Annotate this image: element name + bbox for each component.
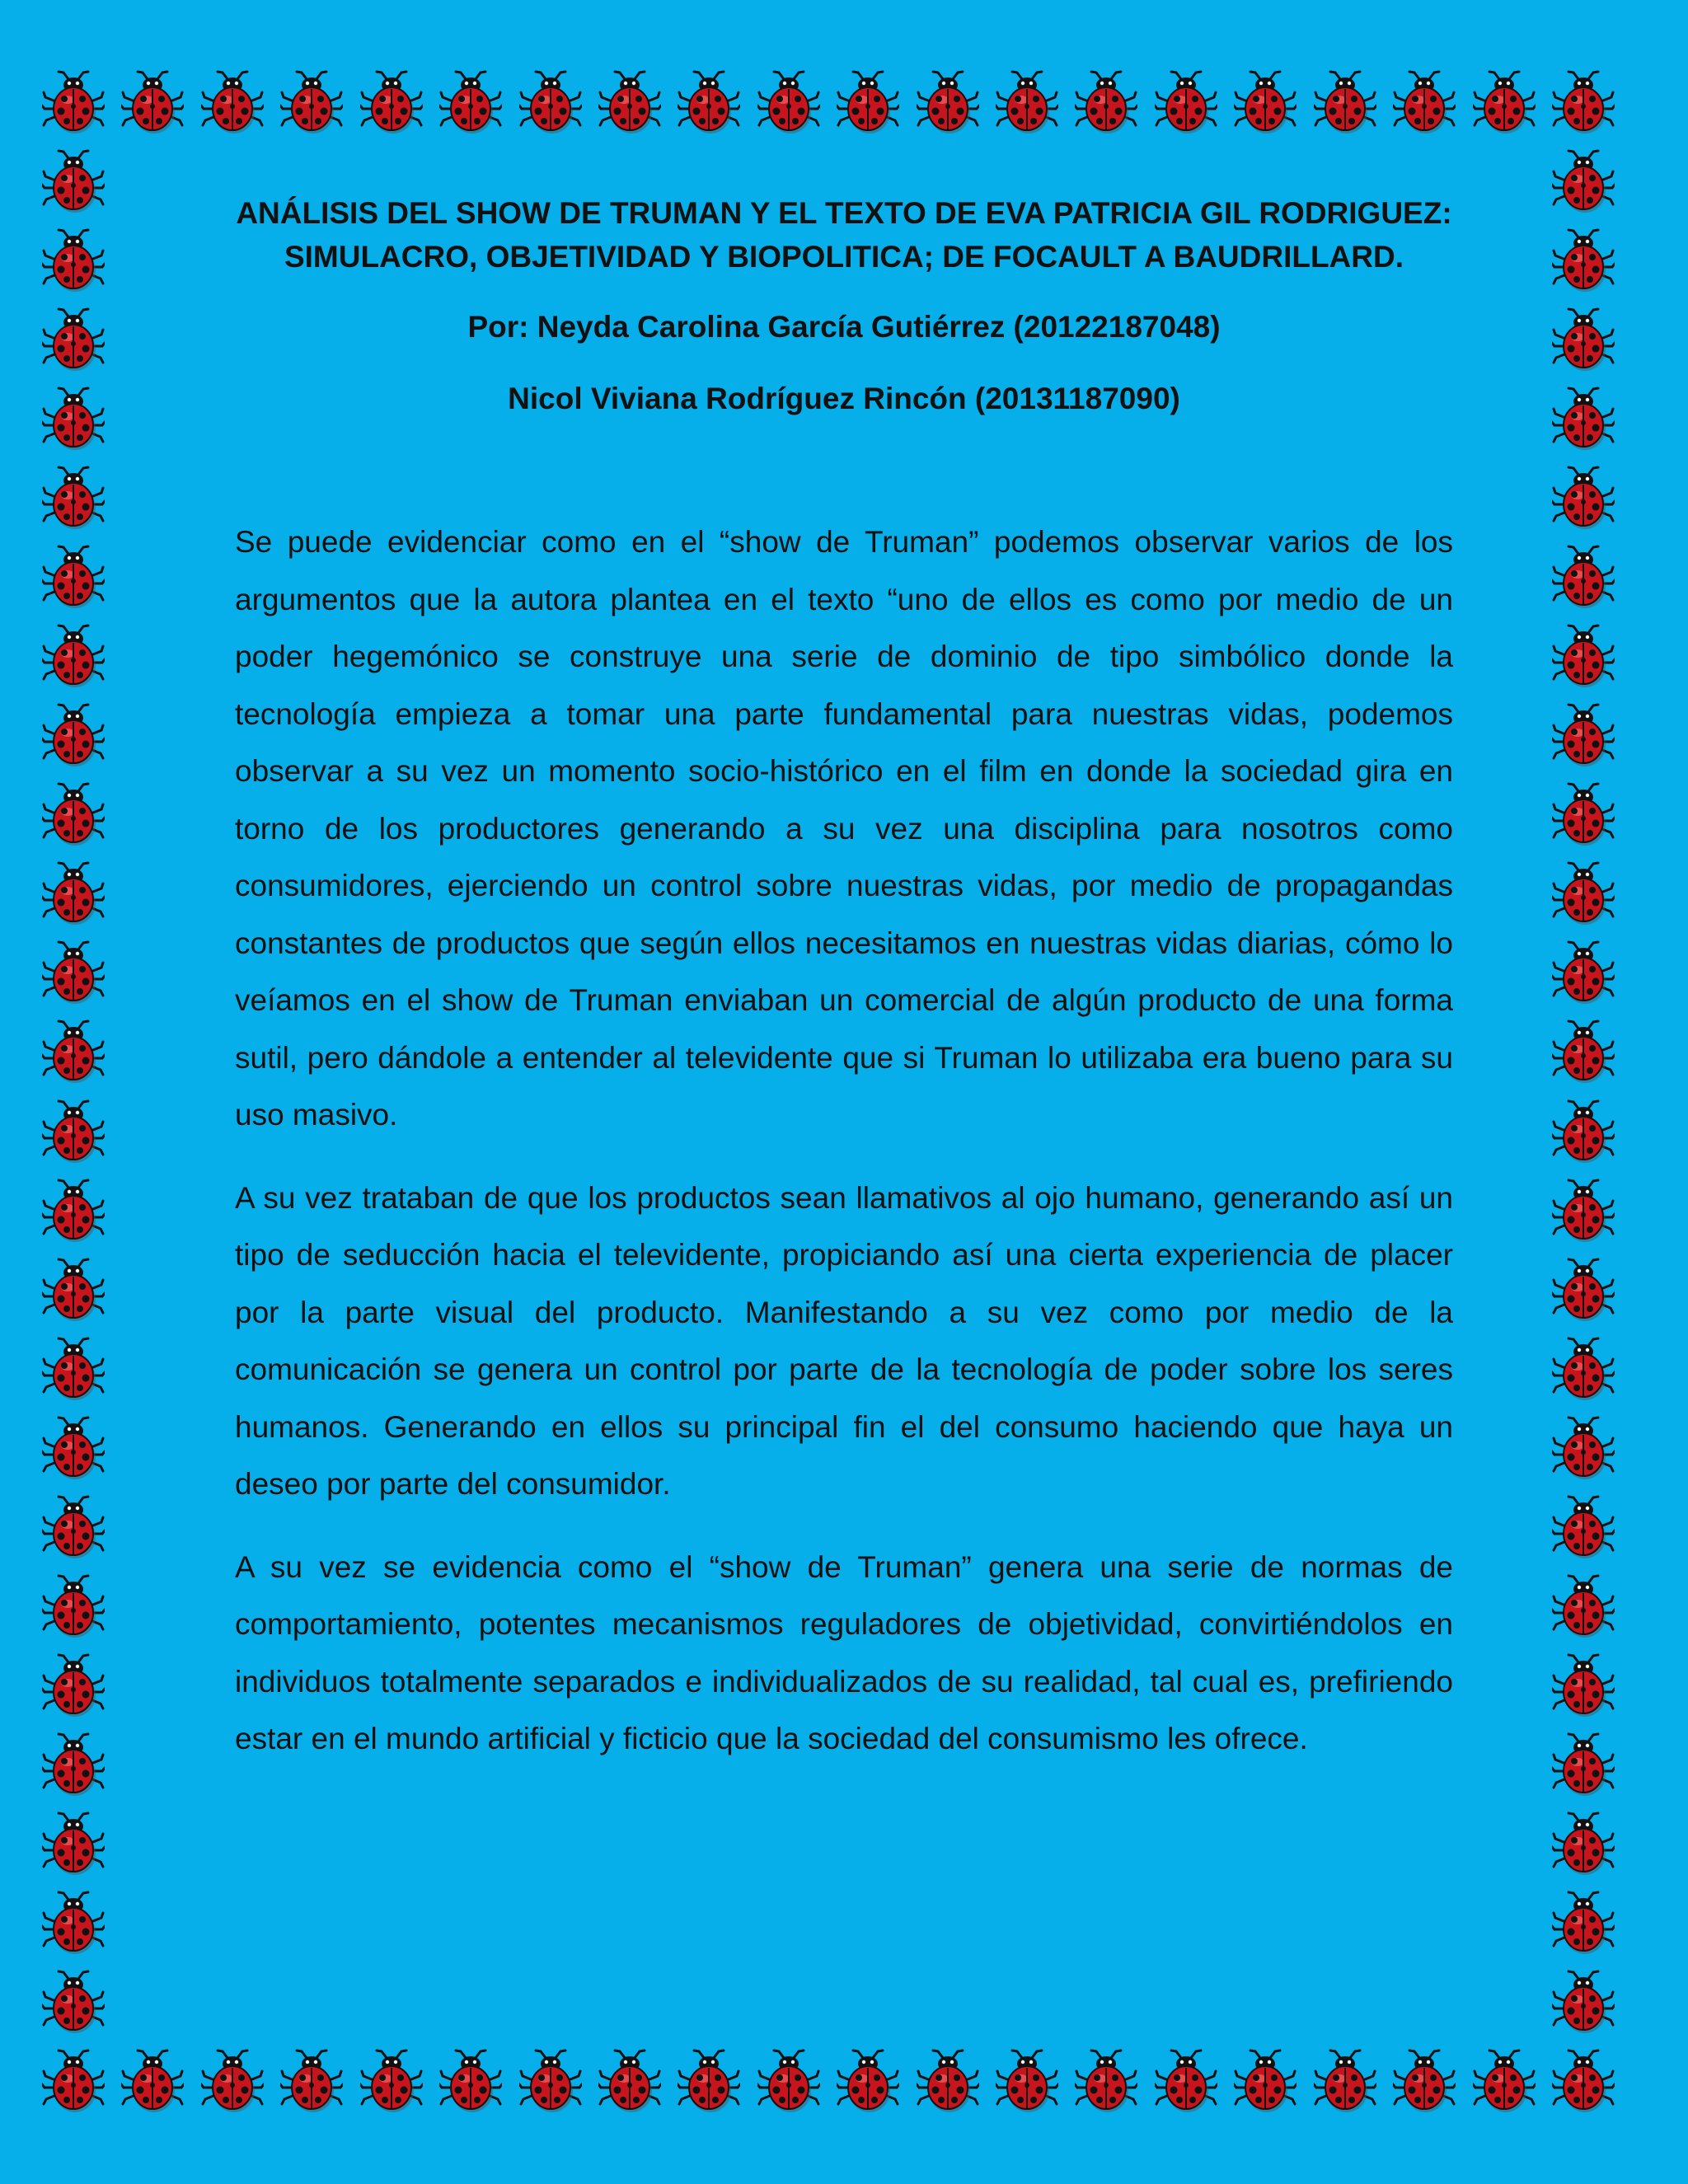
ladybug-icon (598, 2048, 661, 2114)
paragraph-2: A su vez trataban de que los productos sean llamativos al ojo humano, generando así un tipo de seducción hacia el televidente, propiciando así una cierta experiencia de placer por la parte visual del producto. Manifestando a su vez como por medio de la comunicación se genera un control por parte de la tecnología de poder sobre los seres humanos. Generando en ellos su principal fin el del consumo haciendo que haya un deseo por parte del consumidor. (235, 1180, 1453, 1501)
ladybug-icon (42, 1336, 105, 1402)
ladybug-icon (42, 702, 105, 768)
ladybug-icon (1552, 1811, 1615, 1877)
ladybug-icon (42, 1257, 105, 1323)
ladybug-icon (917, 2048, 979, 2114)
ladybug-icon (280, 2048, 343, 2114)
ladybug-icon (1473, 2048, 1536, 2114)
ladybug-icon (42, 860, 105, 926)
ladybug-icon (360, 69, 423, 135)
ladybug-icon (42, 544, 105, 610)
ladybug-icon (42, 1019, 105, 1085)
ladybug-icon (42, 69, 105, 135)
ladybug-icon (519, 69, 582, 135)
ladybug-icon (1552, 702, 1615, 768)
ladybug-icon (1075, 2048, 1137, 2114)
ladybug-icon (360, 2048, 423, 2114)
ladybug-icon (1552, 69, 1615, 135)
ladybug-icon (42, 781, 105, 847)
ladybug-icon (1552, 623, 1615, 689)
ladybug-icon (598, 69, 661, 135)
ladybug-icon (1314, 2048, 1376, 2114)
ladybug-icon (42, 1732, 105, 1797)
ladybug-icon (42, 1415, 105, 1481)
ladybug-icon (42, 1099, 105, 1165)
ladybug-icon (996, 2048, 1058, 2114)
ladybug-icon (1552, 940, 1615, 1005)
ladybug-icon (1473, 69, 1536, 135)
ladybug-icon (42, 1494, 105, 1560)
ladybug-icon (1552, 227, 1615, 293)
ladybug-icon (1314, 69, 1376, 135)
ladybug-icon (201, 2048, 264, 2114)
ladybug-icon (201, 69, 264, 135)
ladybug-icon (1552, 1178, 1615, 1244)
ladybug-icon (1552, 1415, 1615, 1481)
ladybug-icon (1552, 781, 1615, 847)
ladybug-icon (1552, 1494, 1615, 1560)
ladybug-icon (1552, 1890, 1615, 1956)
ladybug-icon (42, 465, 105, 531)
document-body (235, 513, 1453, 1768)
ladybug-icon (1552, 2048, 1615, 2114)
paragraph-1: Se puede evidenciar como en el “show de Truman” podemos observar varios de los argumentos que la autora plantea en el texto “uno de ellos es como por medio de un poder hegemónico se construye una serie de dominio de tipo simbólico donde la tecnología empieza a tomar una parte fundamental para nuestras vidas, podemos observar a su vez un momento socio-histórico en el film en donde la sociedad gira en torno de los productores generando a su vez una disciplina para nosotros como consumidores, ejerciendo un control sobre nuestras vidas, por medio de propagandas constantes de productos que según ellos necesitamos en nuestras vidas diarias, cómo lo veíamos en el show de Truman enviaban un comercial de algún producto de una forma sutil, pero dándole a entender al televidente que si Truman lo utilizaba era bueno para su uso masivo. (235, 525, 1453, 1132)
ladybug-icon (1552, 1019, 1615, 1085)
ladybug-icon (1552, 465, 1615, 531)
ladybug-icon (757, 69, 820, 135)
ladybug-icon (42, 1573, 105, 1639)
ladybug-icon (121, 69, 184, 135)
ladybug-icon (1552, 1732, 1615, 1797)
ladybug-icon (42, 307, 105, 373)
ladybug-icon (280, 69, 343, 135)
ladybug-icon (996, 69, 1058, 135)
ladybug-icon (42, 1969, 105, 2035)
ladybug-icon (42, 2048, 105, 2114)
ladybug-icon (757, 2048, 820, 2114)
ladybug-icon (1234, 2048, 1296, 2114)
ladybug-icon (1552, 860, 1615, 926)
ladybug-icon (1552, 1652, 1615, 1718)
ladybug-icon (1552, 1573, 1615, 1639)
ladybug-icon (1552, 386, 1615, 452)
ladybug-icon (1552, 307, 1615, 373)
ladybug-icon (1552, 1257, 1615, 1323)
ladybug-icon (42, 1652, 105, 1718)
ladybug-icon (678, 2048, 740, 2114)
author-line-1: Por: Neyda Carolina García Gutiérrez (20122187048) (467, 310, 1221, 344)
ladybug-icon (42, 1811, 105, 1877)
ladybug-icon (1552, 544, 1615, 610)
ladybug-icon (1155, 2048, 1217, 2114)
ladybug-icon (42, 386, 105, 452)
paragraph-3: A su vez se evidencia como el “show de Truman” genera una serie de normas de comportamiento, potentes mecanismos reguladores de objetividad, convirtiéndolos en individuos totalmente separados e individualizados de su realidad, tal cual es, prefiriendo estar en el mundo artificial y ficticio que la sociedad del consumismo les ofrece. (235, 1549, 1453, 1755)
ladybug-icon (1552, 1336, 1615, 1402)
ladybug-icon (439, 2048, 502, 2114)
document-page (235, 191, 1453, 1768)
ladybug-icon (1552, 1099, 1615, 1165)
ladybug-icon (837, 69, 899, 135)
ladybug-icon (42, 940, 105, 1005)
ladybug-icon (42, 623, 105, 689)
author-line-2: Nicol Viviana Rodríguez Rincón (20131187090) (508, 382, 1180, 415)
ladybug-icon (1552, 1969, 1615, 2035)
ladybug-icon (439, 69, 502, 135)
ladybug-icon (1075, 69, 1137, 135)
ladybug-icon (121, 2048, 184, 2114)
document-title: ANÁLISIS DEL SHOW DE TRUMAN Y EL TEXTO DE EVA PATRICIA GIL RODRIGUEZ: SIMULACRO, OBJETIVIDAD Y BIOPOLITICA; DE FOCAULT A BAUDRILLARD. (236, 196, 1452, 274)
ladybug-icon (1552, 148, 1615, 214)
ladybug-icon (42, 1178, 105, 1244)
ladybug-icon (1393, 2048, 1456, 2114)
ladybug-icon (1234, 69, 1296, 135)
ladybug-icon (42, 1890, 105, 1956)
ladybug-icon (678, 69, 740, 135)
ladybug-icon (42, 227, 105, 293)
ladybug-icon (917, 69, 979, 135)
ladybug-icon (519, 2048, 582, 2114)
ladybug-icon (837, 2048, 899, 2114)
ladybug-icon (1155, 69, 1217, 135)
ladybug-icon (42, 148, 105, 214)
ladybug-icon (1393, 69, 1456, 135)
